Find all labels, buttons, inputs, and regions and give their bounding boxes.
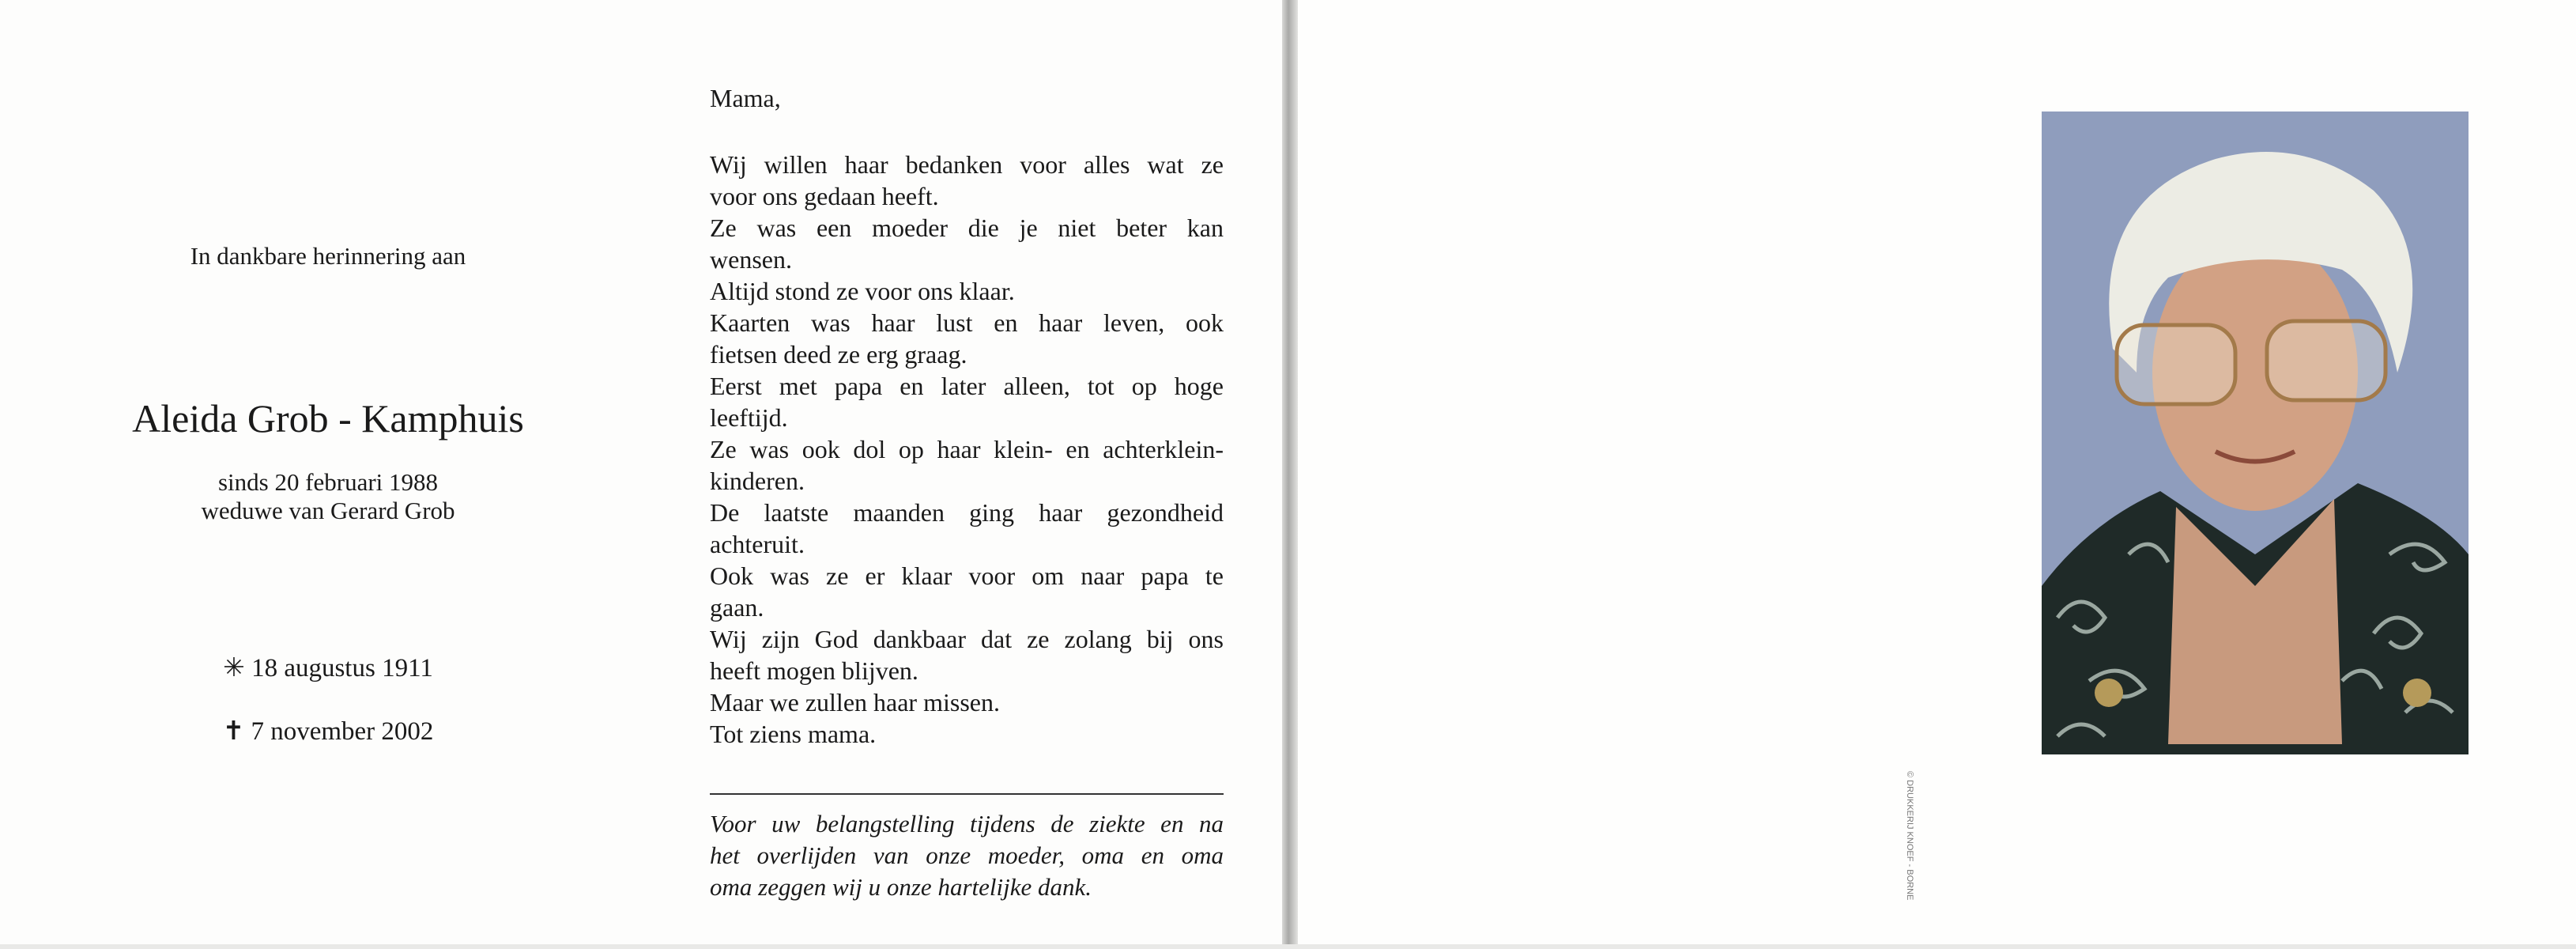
thanks-line: het overlijden van onze moeder, oma en oma — [710, 841, 1224, 869]
poem-line: De laatste maanden ging haar gezondheid — [710, 498, 1224, 527]
birth-date — [63, 652, 593, 683]
birth-star-icon: ✳ — [223, 654, 245, 682]
paper-bottom-edge — [0, 944, 2576, 949]
poem-line: Altijd stond ze voor ons klaar. — [710, 277, 1015, 305]
intro-text: In dankbare herinnering aan — [190, 242, 466, 270]
poem-line: Ook was ze er klaar voor om naar papa te — [710, 561, 1224, 590]
printer-credit: © DRUKKERIJ KNOEF - BORNE — [1905, 771, 1914, 901]
poem-line: Maar we zullen haar missen. — [710, 688, 1000, 716]
poem-line: voor ons gedaan heeft. — [710, 182, 939, 210]
death-date — [63, 715, 593, 747]
widow-since: sinds 20 februari 1988 — [217, 468, 439, 496]
poem-line: Wij zijn God dankbaar dat ze zolang bij ons — [710, 625, 1224, 653]
death-cross-icon: ✝ — [222, 717, 245, 746]
poem-line: Tot ziens mama. — [710, 720, 877, 748]
poem-line: kinderen. — [710, 467, 805, 495]
widow-of: weduwe van Gerard Grob — [201, 497, 455, 524]
poem-line: leeftijd. — [710, 403, 788, 432]
portrait-photo — [2042, 112, 2469, 754]
poem-line: Eerst met papa en later alleen, tot op hoge — [710, 372, 1224, 400]
poem-line: Ze was ook dol op haar klein- en achterklein- — [710, 435, 1224, 463]
poem-line: achteruit. — [710, 530, 805, 558]
poem-line: Kaarten was haar lust en haar leven, ook — [710, 308, 1224, 337]
thanks-line: oma zeggen wij u onze hartelijke dank. — [710, 873, 1092, 901]
divider — [710, 793, 1224, 795]
deceased-name: Aleida Grob - Kamphuis — [132, 396, 524, 440]
poem-greeting: Mama, — [710, 84, 781, 112]
poem-line: fietsen deed ze erg graag. — [710, 340, 967, 369]
card-fold — [1282, 0, 1298, 949]
thanks-text — [710, 808, 1224, 903]
birth-date-text: 18 augustus 1911 — [251, 654, 433, 682]
poem-line: Ze was een moeder die je niet beter kan — [710, 214, 1224, 242]
poem-text — [710, 149, 1224, 750]
poem-line: heeft mogen blijven. — [710, 656, 918, 685]
poem-line: gaan. — [710, 593, 764, 622]
poem-line: Wij willen haar bedanken voor alles wat ze — [710, 150, 1224, 179]
poem-line: wensen. — [710, 245, 792, 274]
death-date-text: 7 november 2002 — [251, 717, 434, 746]
thanks-line: Voor uw belangstelling tijdens de ziekte en na — [710, 810, 1224, 837]
